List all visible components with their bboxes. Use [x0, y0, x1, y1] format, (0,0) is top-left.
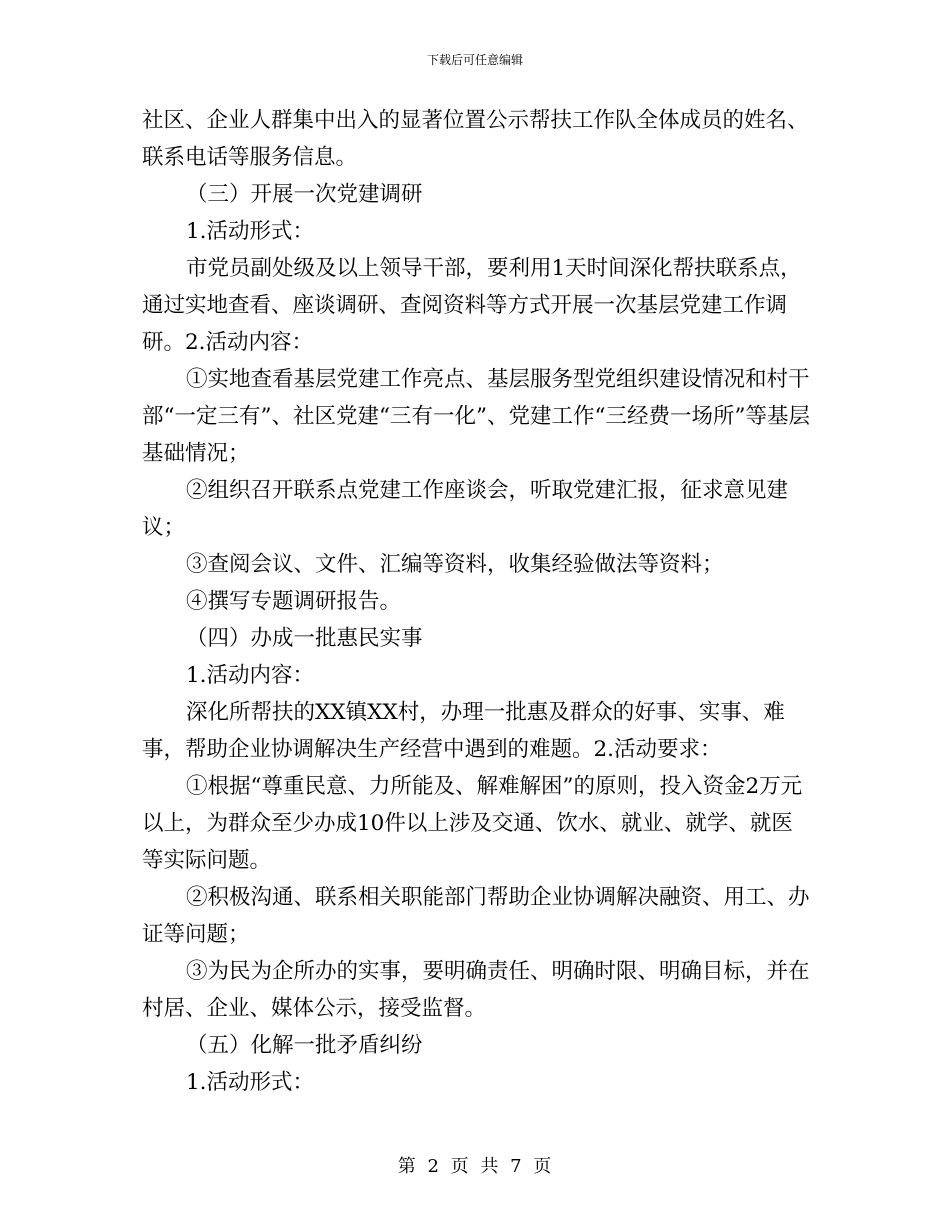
paragraph-research: 市党员副处级及以上领导干部，要利用1天时间深化帮扶联系点，通过实地查看、座谈调研、查阅资料等方式开展一次基层党建工作调研。2.活动内容： [142, 256, 802, 355]
subheading-activity-form-2: 1.活动形式： [186, 1070, 315, 1095]
subheading-activity-content: 1.活动内容： [186, 663, 315, 688]
paragraph-1: 社区、企业人群集中出入的显著位置公示帮扶工作队全体成员的姓名、联系电话等服务信息。 [142, 108, 809, 170]
page-header: 下载后可任意编辑 [426, 53, 523, 67]
document-body [142, 102, 812, 1101]
list-item-6: ②积极沟通、联系相关职能部门帮助企业协调解决融资、用工、办证等问题； [142, 885, 810, 947]
paragraph-practical-matters: 深化所帮扶的XX镇XX村，办理一批惠及群众的好事、实事、难事，帮助企业协调解决生产经营中遇到的难题。2.活动要求： [142, 700, 785, 762]
section-heading-4: （四）办成一批惠民实事 [186, 626, 423, 651]
subheading-activity-form: 1.活动形式： [186, 219, 315, 244]
page-number: 第 2 页 共 7 页 [397, 1156, 553, 1177]
list-item-7: ③为民为企所办的实事，要明确责任、明确时限、明确目标，并在村居、企业、媒体公示，接受监督。 [142, 959, 810, 1021]
section-heading-3: （三）开展一次党建调研 [186, 182, 423, 207]
list-item-1: ①实地查看基层党建工作亮点、基层服务型党组织建设情况和村干部“一定三有”、社区党建“三有一化”、党建工作“三经费一场所”等基层基础情况； [142, 367, 810, 466]
list-item-4: ④撰写专题调研报告。 [186, 589, 402, 614]
list-item-3: ③查阅会议、文件、汇编等资料，收集经验做法等资料； [186, 552, 724, 577]
list-item-5: ①根据“尊重民意、力所能及、解难解困”的原则，投入资金2万元以上，为群众至少办成10件以上涉及交通、饮水、就业、就学、就医等实际问题。 [142, 774, 803, 873]
list-item-2: ②组织召开联系点党建工作座谈会，听取党建汇报，征求意见建议； [142, 478, 789, 540]
section-heading-5: （五）化解一批矛盾纠纷 [186, 1033, 423, 1058]
